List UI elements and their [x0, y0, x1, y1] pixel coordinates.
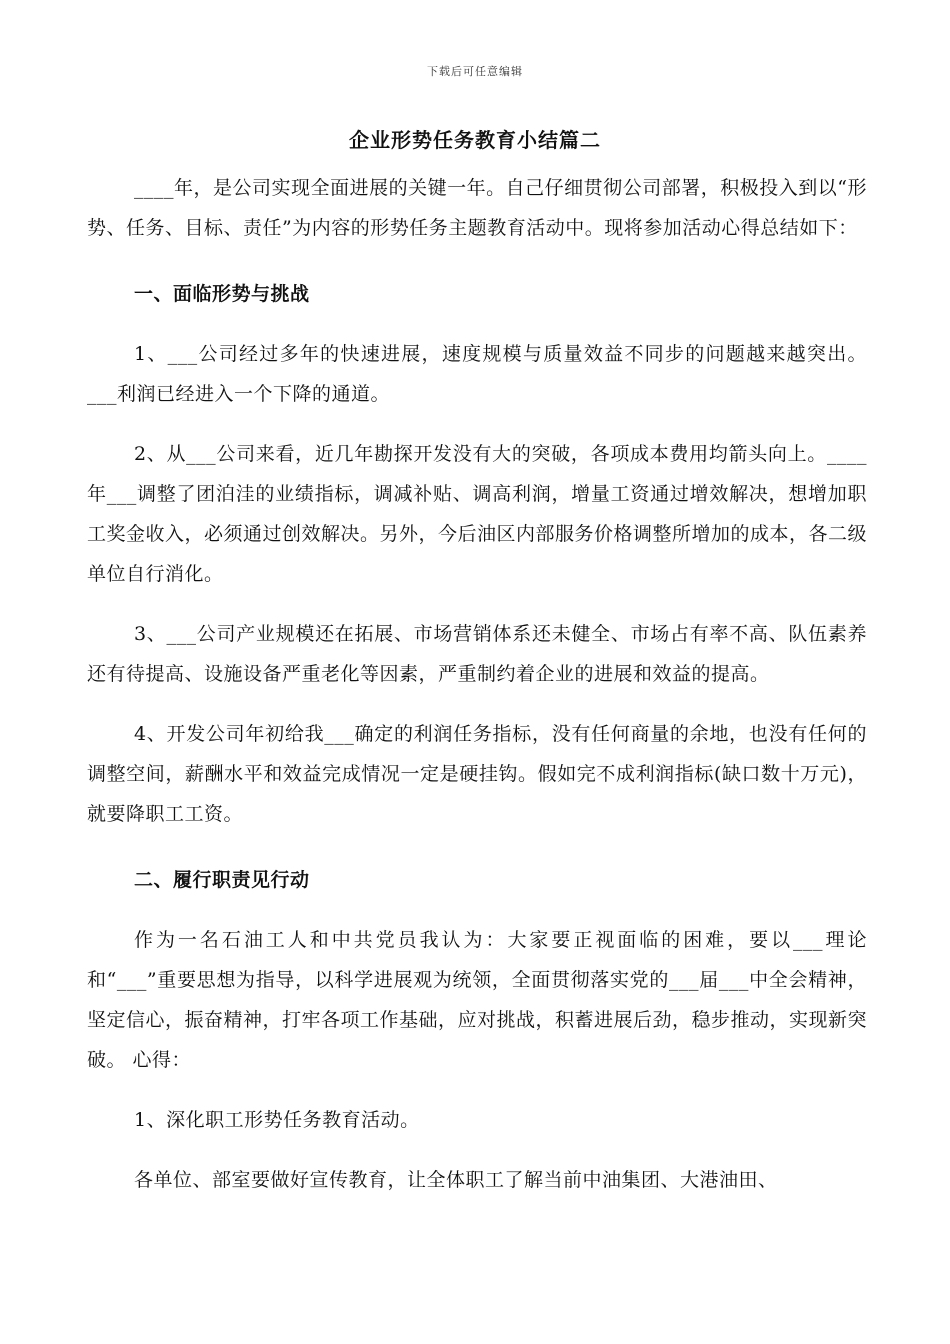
- list-item: 1、___公司经过多年的快速进展，速度规模与质量效益不同步的问题越来越突出。___利润已经进入一个下降的通道。: [87, 343, 867, 405]
- body-paragraph: 作为一名石油工人和中共党员我认为：大家要正视面临的困难，要以___理论和“___”重要思想为指导，以科学进展观为统领，全面贯彻落实党的___届___中全会精神，坚定信心，振奋精神，打牢各项工作基础，应对挑战，积蓄进展后劲，稳步推动，实现新突破。 心得：: [87, 929, 868, 1071]
- section-heading-2: 二、履行职责见行动: [134, 869, 310, 891]
- document-title: 企业形势任务教育小结篇二: [349, 128, 601, 152]
- body-paragraph: 各单位、部室要做好宣传教育，让全体职工了解当前中油集团、大港油田、: [134, 1169, 778, 1191]
- page-header: 下载后可任意编辑: [427, 65, 523, 78]
- section-heading-1: 一、面临形势与挑战: [134, 283, 310, 305]
- list-item: 2、从___公司来看，近几年勘探开发没有大的突破，各项成本费用均箭头向上。____年___调整了团泊洼的业绩指标，调减补贴、调高利润，增量工资通过增效解决，想增加职工奖金收入，必须通过创效解决。另外，今后油区内部服务价格调整所增加的成本，各二级单位自行消化。: [87, 443, 868, 585]
- list-item: 3、___公司产业规模还在拓展、市场营销体系还未健全、市场占有率不高、队伍素养还有待提高、设施设备严重老化等因素，严重制约着企业的进展和效益的提高。: [87, 623, 867, 685]
- list-item: 4、开发公司年初给我___确定的利润任务指标，没有任何商量的余地，也没有任何的调整空间，薪酬水平和效益完成情况一定是硬挂钩。假如完不成利润指标(缺口数十万元)，就要降职工工资。: [87, 723, 867, 825]
- document-body: [87, 168, 867, 1200]
- list-item: 1、深化职工形势任务教育活动。: [134, 1109, 420, 1131]
- intro-paragraph: ____年，是公司实现全面进展的关键一年。自己仔细贯彻公司部署，积极投入到以“形势、任务、目标、责任”为内容的形势任务主题教育活动中。现将参加活动心得总结如下：: [87, 177, 867, 239]
